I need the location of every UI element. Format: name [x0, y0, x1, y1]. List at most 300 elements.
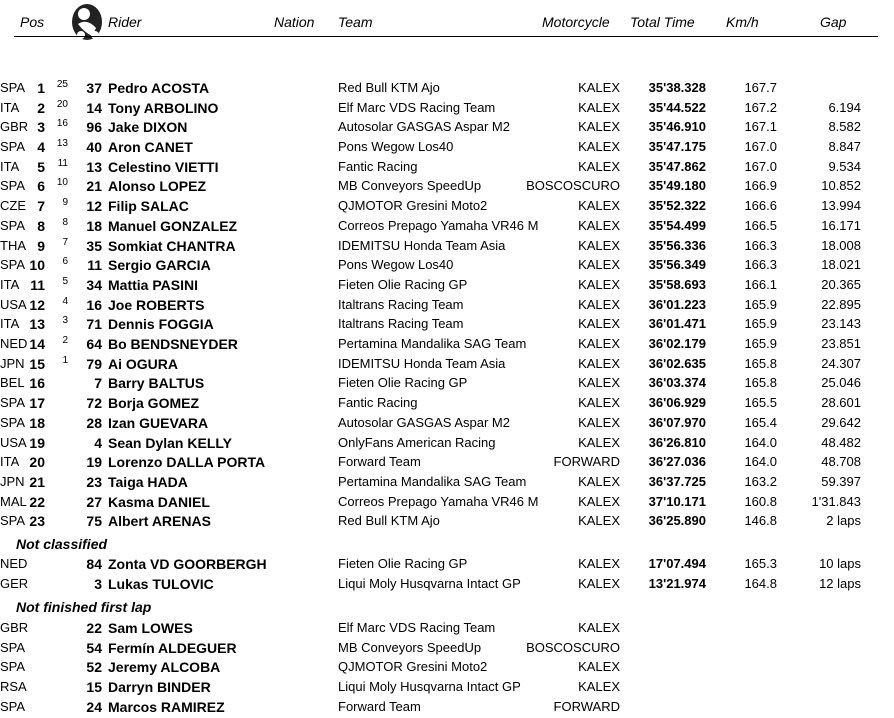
cell-nation: SPA [0, 80, 26, 95]
cell-team: Fieten Olie Racing GP [338, 375, 468, 390]
header-rider: Rider [108, 14, 142, 30]
cell-num: 37 [86, 80, 102, 96]
cell-gap: 2 laps [826, 513, 861, 528]
cell-moto: KALEX [578, 277, 620, 292]
cell-moto: KALEX [578, 139, 620, 154]
cell-kmh: 166.6 [744, 198, 777, 213]
cell-kmh: 166.9 [744, 178, 777, 193]
header-nation: Nation [274, 14, 315, 30]
cell-nation: SPA [0, 218, 26, 233]
cell-time: 36'06.929 [648, 395, 706, 410]
cell-time: 35'44.522 [648, 100, 706, 115]
table-row [0, 157, 894, 177]
header-pos: Pos [20, 14, 45, 30]
cell-kmh: 164.0 [744, 454, 777, 469]
cell-time: 36'02.635 [648, 356, 706, 371]
cell-moto: KALEX [578, 375, 620, 390]
cell-team: IDEMITSU Honda Team Asia [338, 238, 506, 253]
cell-moto: KALEX [578, 494, 620, 509]
cell-moto: KALEX [578, 159, 620, 174]
cell-rider: Lukas TULOVIC [108, 576, 214, 592]
cell-kmh: 163.2 [744, 474, 777, 489]
cell-num: 19 [86, 454, 102, 470]
cell-time: 17'07.494 [648, 556, 706, 571]
cell-gap: 22.895 [821, 297, 861, 312]
section-label: Not classified [16, 536, 108, 552]
cell-moto: KALEX [578, 556, 620, 571]
cell-team: MB Conveyors SpeedUp [338, 640, 482, 655]
cell-pts: 25 [56, 79, 68, 90]
cell-num: 71 [86, 316, 102, 332]
cell-nation: SPA [0, 257, 26, 272]
cell-pos: 7 [37, 198, 45, 214]
cell-team: Forward Team [338, 454, 421, 469]
cell-kmh: 165.5 [744, 395, 777, 410]
cell-num: 11 [87, 257, 102, 273]
cell-rider: Joe ROBERTS [108, 297, 205, 313]
cell-moto: KALEX [578, 474, 620, 489]
cell-num: 21 [86, 178, 102, 194]
cell-nation: GER [0, 576, 29, 591]
cell-nation: SPA [0, 395, 26, 410]
cell-pos: 2 [37, 100, 45, 116]
header-team: Team [338, 14, 373, 30]
cell-moto: KALEX [578, 336, 620, 351]
cell-num: 40 [86, 139, 102, 155]
cell-nation: ITA [0, 277, 20, 292]
cell-gap: 48.708 [821, 454, 861, 469]
cell-pts: 2 [62, 335, 68, 346]
cell-rider: Barry BALTUS [108, 375, 205, 391]
cell-gap: 1'31.843 [811, 494, 861, 509]
table-row [0, 216, 894, 236]
cell-pos: 8 [37, 218, 45, 234]
header-kmh: Km/h [726, 14, 759, 30]
cell-pos: 9 [37, 238, 45, 254]
cell-team: Pertamina Mandalika SAG Team [338, 336, 527, 351]
cell-gap: 28.601 [821, 395, 861, 410]
cell-rider: Kasma DANIEL [108, 494, 210, 510]
table-row [0, 314, 894, 334]
cell-pts: 7 [62, 237, 68, 248]
cell-gap: 18.021 [821, 257, 861, 272]
cell-team: Liqui Moly Husqvarna Intact GP [338, 576, 521, 591]
cell-team: Pertamina Mandalika SAG Team [338, 474, 527, 489]
cell-kmh: 167.7 [744, 80, 777, 95]
table-row [0, 334, 894, 354]
cell-moto: KALEX [578, 119, 620, 134]
cell-time: 35'54.499 [648, 218, 706, 233]
cell-moto: KALEX [578, 257, 620, 272]
cell-rider: Manuel GONZALEZ [108, 218, 238, 234]
cell-kmh: 164.8 [744, 576, 777, 591]
cell-team: Correos Prepago Yamaha VR46 M [338, 494, 539, 509]
table-row [0, 275, 894, 295]
table-row [0, 677, 894, 697]
cell-kmh: 165.4 [744, 415, 777, 430]
header-divider [14, 36, 878, 37]
table-row [0, 433, 894, 453]
cell-time: 35'47.175 [648, 139, 706, 154]
cell-pts: 20 [56, 99, 68, 110]
cell-nation: RSA [0, 679, 27, 694]
cell-nation: BEL [0, 375, 25, 390]
cell-moto: BOSCOSCURO [526, 640, 620, 655]
cell-team: Autosolar GASGAS Aspar M2 [338, 119, 510, 134]
header-total-time: Total Time [630, 14, 695, 30]
cell-moto: KALEX [578, 297, 620, 312]
cell-rider: Taiga HADA [108, 474, 188, 490]
cell-pts: 3 [62, 315, 68, 326]
cell-num: 79 [86, 356, 102, 372]
cell-rider: Zonta VD GOORBERGH [108, 556, 267, 572]
cell-gap: 23.851 [821, 336, 861, 351]
cell-num: 24 [86, 699, 102, 715]
cell-num: 84 [86, 556, 102, 572]
cell-nation: JPN [0, 356, 25, 371]
cell-team: Autosolar GASGAS Aspar M2 [338, 415, 510, 430]
cell-gap: 29.642 [821, 415, 861, 430]
cell-time: 36'37.725 [648, 474, 706, 489]
cell-pos: 20 [29, 454, 45, 470]
table-row [0, 354, 894, 374]
cell-pos: 3 [37, 119, 45, 135]
cell-num: 52 [86, 659, 102, 675]
cell-gap: 9.534 [828, 159, 861, 174]
cell-kmh: 166.5 [744, 218, 777, 233]
cell-team: Red Bull KTM Ajo [338, 80, 440, 95]
cell-kmh: 165.9 [744, 297, 777, 312]
cell-num: 4 [94, 435, 102, 451]
cell-gap: 25.046 [821, 375, 861, 390]
cell-team: MB Conveyors SpeedUp [338, 178, 482, 193]
table-row [0, 295, 894, 315]
table-row [0, 255, 894, 275]
cell-pos: 12 [29, 297, 45, 313]
table-row [0, 137, 894, 157]
cell-pos: 16 [29, 375, 45, 391]
cell-pos: 11 [30, 277, 45, 293]
cell-rider: Somkiat CHANTRA [108, 238, 236, 254]
cell-moto: FORWARD [553, 454, 620, 469]
cell-rider: Marcos RAMIREZ [108, 699, 225, 715]
table-row [0, 373, 894, 393]
cell-nation: MAL [0, 494, 27, 509]
cell-nation: SPA [0, 513, 26, 528]
cell-pos: 13 [29, 316, 45, 332]
table-row [0, 98, 894, 118]
cell-team: Fieten Olie Racing GP [338, 556, 468, 571]
cell-num: 16 [86, 297, 102, 313]
cell-time: 36'03.374 [648, 375, 706, 390]
cell-num: 96 [86, 119, 102, 135]
cell-rider: Izan GUEVARA [108, 415, 209, 431]
cell-pos: 19 [29, 435, 45, 451]
cell-nation: SPA [0, 415, 26, 430]
cell-nation: NED [0, 556, 28, 571]
cell-kmh: 167.1 [744, 119, 777, 134]
cell-num: 34 [86, 277, 102, 293]
cell-num: 7 [94, 375, 102, 391]
cell-rider: Fermín ALDEGUER [108, 640, 237, 656]
cell-kmh: 165.8 [744, 356, 777, 371]
table-row [0, 236, 894, 256]
cell-num: 75 [86, 513, 102, 529]
cell-moto: KALEX [578, 316, 620, 331]
cell-gap: 59.397 [821, 474, 861, 489]
cell-team: Correos Prepago Yamaha VR46 M [338, 218, 539, 233]
cell-kmh: 146.8 [744, 513, 777, 528]
cell-time: 36'01.223 [648, 297, 706, 312]
cell-team: Elf Marc VDS Racing Team [338, 620, 496, 635]
cell-gap: 20.365 [821, 277, 861, 292]
cell-num: 12 [86, 198, 102, 214]
table-row [0, 78, 894, 98]
cell-gap: 10 laps [819, 556, 861, 571]
cell-moto: KALEX [578, 576, 620, 591]
cell-pts: 11 [57, 158, 68, 169]
cell-nation: ITA [0, 316, 20, 331]
header-motorcycle: Motorcycle [542, 14, 610, 30]
cell-pos: 5 [37, 159, 45, 175]
table-row [0, 472, 894, 492]
table-row [0, 117, 894, 137]
cell-nation: SPA [0, 699, 26, 714]
cell-moto: KALEX [578, 620, 620, 635]
cell-team: Forward Team [338, 699, 421, 714]
cell-time: 36'07.970 [648, 415, 706, 430]
cell-nation: GBR [0, 119, 29, 134]
cell-kmh: 166.3 [744, 238, 777, 253]
cell-team: Pons Wegow Los40 [338, 139, 454, 154]
cell-pos: 10 [29, 257, 45, 273]
cell-pts: 4 [62, 296, 68, 307]
cell-gap: 12 laps [819, 576, 861, 591]
cell-pos: 18 [29, 415, 45, 431]
cell-pos: 23 [29, 513, 45, 529]
cell-nation: THA [0, 238, 26, 253]
header-gap: Gap [820, 14, 847, 30]
cell-num: 35 [86, 238, 102, 254]
cell-time: 36'27.036 [648, 454, 706, 469]
section-label: Not finished first lap [16, 599, 152, 615]
cell-pos: 22 [29, 494, 45, 510]
cell-gap: 8.582 [828, 119, 861, 134]
cell-moto: KALEX [578, 238, 620, 253]
cell-gap: 6.194 [828, 100, 861, 115]
table-row [0, 638, 894, 658]
cell-kmh: 165.8 [744, 375, 777, 390]
cell-nation: GBR [0, 620, 29, 635]
cell-num: 54 [86, 640, 102, 656]
cell-time: 35'49.180 [648, 178, 706, 193]
cell-kmh: 160.8 [744, 494, 777, 509]
cell-nation: ITA [0, 454, 20, 469]
cell-rider: Celestino VIETTI [108, 159, 219, 175]
cell-moto: KALEX [578, 513, 620, 528]
cell-nation: ITA [0, 159, 20, 174]
cell-gap: 16.171 [821, 218, 861, 233]
cell-team: Italtrans Racing Team [338, 297, 464, 312]
cell-rider: Pedro ACOSTA [108, 80, 210, 96]
cell-pos: 17 [29, 395, 45, 411]
cell-num: 14 [86, 100, 102, 116]
cell-kmh: 166.1 [744, 277, 777, 292]
cell-kmh: 165.3 [744, 556, 777, 571]
cell-moto: FORWARD [553, 699, 620, 714]
cell-pts: 1 [62, 355, 68, 366]
cell-num: 22 [86, 620, 102, 636]
table-row [0, 393, 894, 413]
cell-team: Pons Wegow Los40 [338, 257, 454, 272]
cell-rider: Sean Dylan KELLY [108, 435, 232, 451]
cell-moto: KALEX [578, 198, 620, 213]
cell-pts: 6 [62, 256, 68, 267]
cell-rider: Dennis FOGGIA [108, 316, 214, 332]
cell-time: 36'26.810 [648, 435, 706, 450]
cell-rider: Mattia PASINI [108, 277, 198, 293]
cell-kmh: 165.9 [744, 336, 777, 351]
cell-rider: Aron CANET [108, 139, 193, 155]
cell-time: 37'10.171 [648, 494, 706, 509]
cell-rider: Jake DIXON [108, 119, 188, 135]
cell-team: Fantic Racing [338, 159, 418, 174]
table-row [0, 574, 894, 594]
cell-rider: Bo BENDSNEYDER [108, 336, 238, 352]
cell-rider: Tony ARBOLINO [108, 100, 219, 116]
cell-num: 28 [86, 415, 102, 431]
cell-team: QJMOTOR Gresini Moto2 [338, 198, 488, 213]
table-row [0, 657, 894, 677]
cell-kmh: 166.3 [744, 257, 777, 272]
cell-time: 35'47.862 [648, 159, 706, 174]
cell-nation: SPA [0, 139, 26, 154]
cell-gap: 23.143 [821, 316, 861, 331]
cell-pts: 10 [56, 177, 68, 188]
cell-time: 35'38.328 [648, 80, 706, 95]
cell-num: 23 [86, 474, 102, 490]
cell-time: 35'56.336 [648, 238, 706, 253]
cell-pos: 6 [37, 178, 45, 194]
cell-time: 35'52.322 [648, 198, 706, 213]
cell-kmh: 167.0 [744, 139, 777, 154]
cell-pts: 13 [56, 138, 68, 149]
cell-rider: Sam LOWES [108, 620, 193, 636]
cell-time: 13'21.974 [648, 576, 706, 591]
cell-nation: SPA [0, 178, 26, 193]
cell-team: Elf Marc VDS Racing Team [338, 100, 496, 115]
table-row [0, 196, 894, 216]
cell-pts: 5 [62, 276, 68, 287]
cell-rider: Albert ARENAS [108, 513, 211, 529]
table-row [0, 176, 894, 196]
cell-gap: 24.307 [821, 356, 861, 371]
cell-team: Fantic Racing [338, 395, 418, 410]
cell-num: 72 [86, 395, 102, 411]
cell-nation: SPA [0, 640, 26, 655]
table-row [0, 511, 894, 531]
cell-moto: KALEX [578, 659, 620, 674]
cell-time: 36'01.471 [648, 316, 706, 331]
cell-gap: 10.852 [821, 178, 861, 193]
cell-time: 35'56.349 [648, 257, 706, 272]
table-row [0, 452, 894, 472]
cell-pts: 16 [56, 118, 68, 129]
cell-moto: KALEX [578, 679, 620, 694]
cell-pos: 4 [37, 139, 45, 155]
cell-pos: 14 [29, 336, 45, 352]
cell-nation: NED [0, 336, 28, 351]
cell-moto: KALEX [578, 80, 620, 95]
cell-team: OnlyFans American Racing [338, 435, 496, 450]
table-row [0, 554, 894, 574]
table-row [0, 697, 894, 717]
cell-pos: 1 [37, 80, 45, 96]
cell-nation: ITA [0, 100, 20, 115]
cell-num: 3 [94, 576, 102, 592]
cell-nation: JPN [0, 474, 25, 489]
cell-time: 36'25.890 [648, 513, 706, 528]
cell-team: Liqui Moly Husqvarna Intact GP [338, 679, 521, 694]
cell-moto: KALEX [578, 218, 620, 233]
cell-moto: KALEX [578, 415, 620, 430]
cell-rider: Alonso LOPEZ [108, 178, 206, 194]
cell-kmh: 164.0 [744, 435, 777, 450]
table-row [0, 492, 894, 512]
cell-pos: 21 [29, 474, 45, 490]
cell-rider: Sergio GARCIA [108, 257, 211, 273]
cell-rider: Jeremy ALCOBA [108, 659, 221, 675]
table-row [0, 618, 894, 638]
cell-nation: SPA [0, 659, 26, 674]
cell-team: Fieten Olie Racing GP [338, 277, 468, 292]
cell-nation: USA [0, 297, 27, 312]
cell-num: 27 [86, 494, 102, 510]
cell-gap: 18.008 [821, 238, 861, 253]
cell-gap: 8.847 [828, 139, 861, 154]
cell-pts: 9 [62, 197, 68, 208]
cell-rider: Darryn BINDER [108, 679, 211, 695]
cell-moto: KALEX [578, 435, 620, 450]
cell-kmh: 167.2 [744, 100, 777, 115]
cell-num: 15 [86, 679, 102, 695]
cell-rider: Filip SALAC [108, 198, 189, 214]
cell-time: 36'02.179 [648, 336, 706, 351]
cell-time: 35'58.693 [648, 277, 706, 292]
cell-team: QJMOTOR Gresini Moto2 [338, 659, 488, 674]
cell-gap: 13.994 [821, 198, 861, 213]
cell-gap: 48.482 [821, 435, 861, 450]
cell-kmh: 165.9 [744, 316, 777, 331]
cell-team: IDEMITSU Honda Team Asia [338, 356, 506, 371]
cell-nation: CZE [0, 198, 26, 213]
cell-pos: 15 [29, 356, 45, 372]
table-row [0, 413, 894, 433]
cell-team: Red Bull KTM Ajo [338, 513, 440, 528]
cell-nation: USA [0, 435, 27, 450]
cell-team: Italtrans Racing Team [338, 316, 464, 331]
cell-num: 18 [86, 218, 102, 234]
cell-moto: KALEX [578, 356, 620, 371]
cell-pts: 8 [62, 217, 68, 228]
cell-rider: Lorenzo DALLA PORTA [108, 454, 266, 470]
cell-num: 13 [86, 159, 102, 175]
cell-kmh: 167.0 [744, 159, 777, 174]
cell-num: 64 [86, 336, 102, 352]
cell-moto: BOSCOSCURO [526, 178, 620, 193]
cell-time: 35'46.910 [648, 119, 706, 134]
cell-moto: KALEX [578, 395, 620, 410]
